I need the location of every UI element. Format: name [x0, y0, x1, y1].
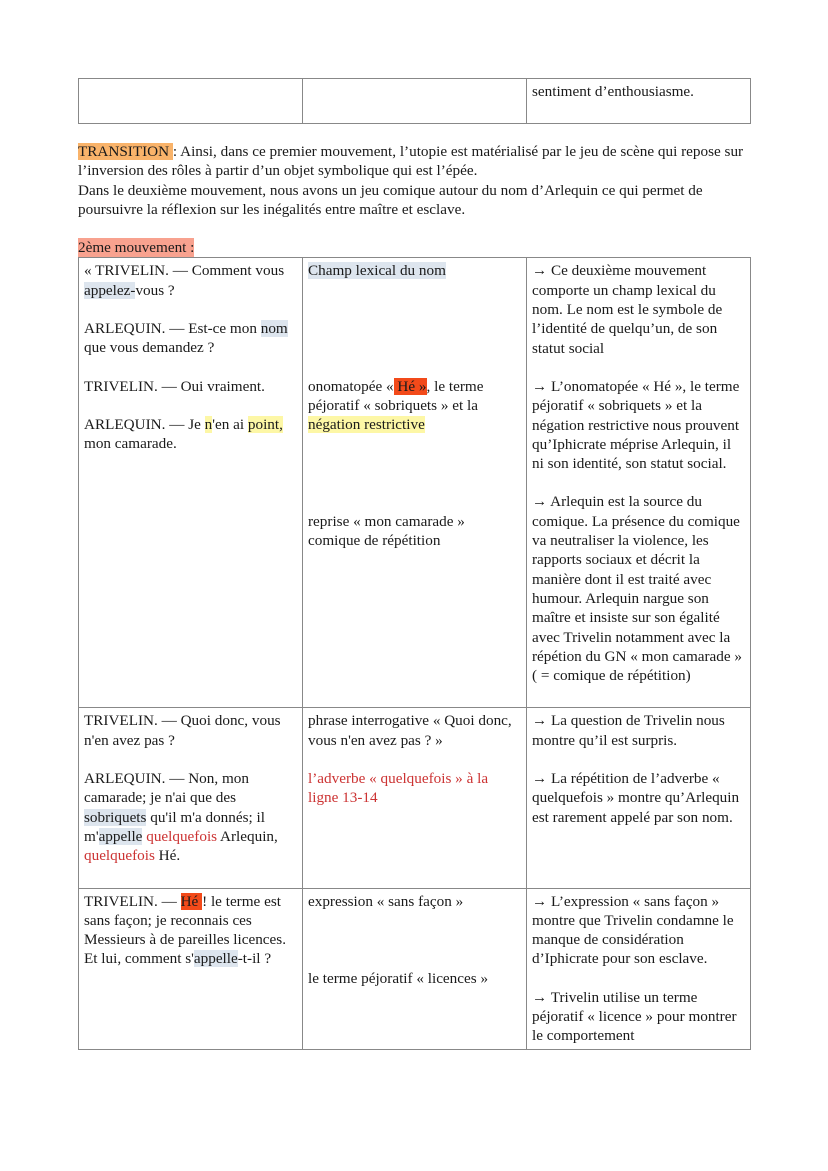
process-cell [303, 888, 527, 1049]
table-row [79, 79, 751, 124]
text-cell [79, 79, 303, 124]
process-item: Champ lexical du nom [308, 262, 446, 280]
process-item: onomatopée « Hé », le terme péjoratif « sobriquets » et la négation restrictive [308, 377, 484, 434]
process-item: le terme péjoratif « licences » [308, 969, 489, 987]
document-page [78, 78, 750, 1050]
text-cell [79, 258, 303, 708]
interpretation-cell: sentiment d’enthousiasme. [527, 79, 751, 124]
process-item: l’adverbe « quelquefois » à la ligne 13-14 [308, 770, 489, 807]
transition-label: TRANSITION [78, 143, 173, 160]
text-cell [79, 708, 303, 888]
process-item: expression « sans façon » [308, 892, 464, 910]
interpretation-item: → Trivelin utilise un terme péjoratif « licence » pour montrer le comportement [532, 988, 737, 1045]
second-movement-intro: Dans le deuxième mouvement, nous avons un jeu comique autour du nom d’Arlequin ce qui permet de poursuivre la réflexion sur les inégalités entre maître et esclave. [78, 181, 703, 218]
interpretation-cell [527, 708, 751, 888]
previous-analysis-table [78, 78, 751, 124]
interpretation-cell [527, 888, 751, 1049]
transition-paragraph [78, 142, 750, 181]
interpretation-item: → L’expression « sans façon » montre que Trivelin condamne le manque de considération d’Iphicrate pour son esclave. [532, 892, 734, 968]
second-movement-table [78, 257, 751, 1049]
process-cell [303, 258, 527, 708]
dialogue-line: ARLEQUIN. — Non, mon camarade; je n'ai que des sobriquets qu'il m'a donnés; il m'appelle quelquefois Arlequin, quelquefois Hé. [84, 770, 278, 865]
dialogue-line: TRIVELIN. — Hé ! le terme est sans façon; je reconnais ces Messieurs à de pareilles licences. Et lui, comment s'appelle-t-il ? [84, 892, 286, 968]
process-item: phrase interrogative « Quoi donc, vous n'en avez pas ? » [308, 712, 512, 749]
interpretation-item: → Arlequin est la source du comique. La présence du comique va neutraliser la violence, les rapports sociaux et décrit la manière dont il est traité avec humour. Arlequin nargue son maître et insiste sur son égalité avec Trivelin notamment avec la répétion du GN « mon camarade » ( = comique de répétition) [532, 493, 743, 685]
interpretation-item: → L’onomatopée « Hé », le terme péjoratif « sobriquets » et la négation restrictive nous prouvent qu’Iphicrate méprise Arlequin, il ni son identité, son statut social. [532, 377, 740, 473]
dialogue-line: « TRIVELIN. — Comment vous appelez-vous ? [84, 262, 285, 299]
text-cell [79, 888, 303, 1049]
interpretation-item: → Ce deuxième mouvement comporte un champ lexical du nom. Le nom est le symbole de l’identité de quelqu’un, de son statut social [532, 262, 723, 357]
table-row [79, 708, 751, 888]
table-row [79, 888, 751, 1049]
section-heading: 2ème mouvement : [78, 239, 195, 257]
dialogue-line: ARLEQUIN. — Est-ce mon nom que vous demandez ? [84, 320, 288, 357]
process-item: reprise « mon camarade » comique de répétition [308, 512, 465, 549]
process-cell [303, 79, 527, 124]
interpretation-item: → La répétition de l’adverbe « quelquefois » montre qu’Arlequin est rarement appelé par son nom. [532, 770, 740, 826]
dialogue-line: TRIVELIN. — Quoi donc, vous n'en avez pas ? [84, 712, 281, 749]
process-cell [303, 708, 527, 888]
dialogue-line: ARLEQUIN. — Je n'en ai point, mon camarade. [84, 415, 283, 453]
interpretation-cell [527, 258, 751, 708]
table-row [79, 258, 751, 708]
transition-text: : Ainsi, dans ce premier mouvement, l’utopie est matérialisé par le jeu de scène qui repose sur l’inversion des rôles à partir d’un objet symbolique qui est l’épée. [78, 143, 744, 180]
dialogue-line: TRIVELIN. — Oui vraiment. [84, 377, 265, 395]
interpretation-item: → La question de Trivelin nous montre qu’il est surpris. [532, 712, 725, 749]
